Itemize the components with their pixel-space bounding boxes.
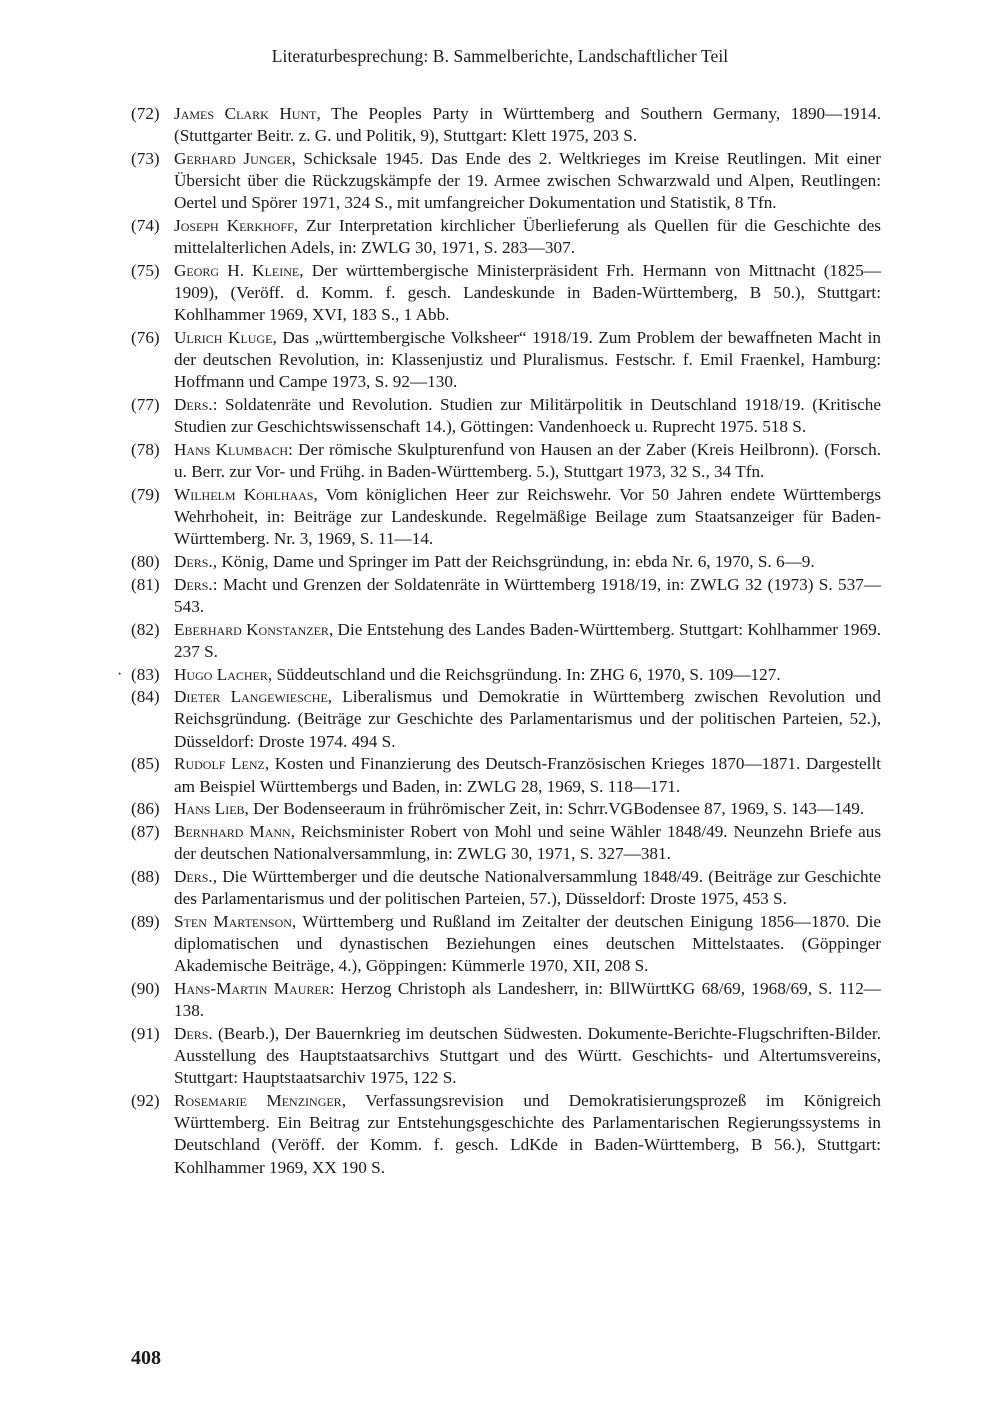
entry-author: Hugo Lacher xyxy=(174,664,268,684)
entry-text xyxy=(174,439,881,483)
entry-number: (89) xyxy=(131,911,160,931)
entry-number: (88) xyxy=(131,866,160,886)
bibliography-entry xyxy=(131,260,881,327)
entry-number: (77) xyxy=(131,395,160,415)
entry-text xyxy=(174,574,881,618)
entry-text xyxy=(174,978,881,1022)
bibliography-entry xyxy=(131,484,881,551)
entry-citation: , Das „württembergische Volksheer“ 1918/19. Zum Problem der bewaffneten Macht in der deutschen Revolution, in: Klassenjustiz und Pluralismus. Festschr. f. Emil Fraenkel, Hamburg: Hoffmann und Campe 1973, S. 92—130. xyxy=(174,328,881,392)
entry-text xyxy=(174,260,881,327)
entry-text xyxy=(174,148,881,215)
entry-text xyxy=(174,866,881,910)
entry-author: James Clark Hunt xyxy=(174,104,317,123)
entry-number: (84) xyxy=(131,687,160,707)
entry-author: Gerhard Junger xyxy=(174,148,292,168)
entry-author: Georg H. Kleine xyxy=(174,260,300,280)
entry-number: (83) xyxy=(131,664,160,684)
entry-author: Hans Lieb xyxy=(174,799,245,819)
bibliography-entry xyxy=(131,978,881,1022)
bibliography-entry xyxy=(131,1023,881,1090)
entry-text xyxy=(174,911,881,978)
entry-text xyxy=(174,484,881,551)
bibliography-entry xyxy=(131,821,881,865)
margin-mark: · xyxy=(117,665,123,683)
entry-text xyxy=(174,821,881,865)
bibliography-entry xyxy=(131,574,881,618)
bibliography-entry xyxy=(131,686,881,753)
entry-citation: : Soldatenräte und Revolution. Studien zur Militärpolitik in Deutschland 1918/19. (Kritische Studien zur Geschichtswissenschaft 14.), Göttingen: Vandenhoeck u. Ruprecht 1975. 518 S. xyxy=(174,395,881,437)
entry-number: (79) xyxy=(131,484,160,504)
entry-author: Bernhard Mann xyxy=(174,822,291,841)
entry-author: Ders. xyxy=(174,395,213,415)
entry-citation: , Vom königlichen Heer zur Reichswehr. Vor 50 Jahren endete Württembergs Wehrhoheit, in: Beiträge zur Landeskunde. Regelmäßige Beilage zum Staatsanzeiger für Baden-Württemberg. Nr. 3, 1969, S. 11—14. xyxy=(174,484,882,549)
bibliography-entry xyxy=(131,619,881,663)
bibliography-entry xyxy=(131,911,881,978)
bibliography-entry xyxy=(131,798,881,820)
entry-number: (87) xyxy=(131,822,160,841)
bibliography-entry xyxy=(131,327,881,394)
entry-author: Rosemarie Menzinger xyxy=(174,1090,342,1110)
entry-citation: , König, Dame und Springer im Patt der Reichsgründung, in: ebda Nr. 6, 1970, S. 6—9. xyxy=(212,552,815,572)
entry-number: (72) xyxy=(131,104,160,123)
entry-citation: , Die Württemberger und die deutsche Nationalversammlung 1848/49. (Beiträge zur Geschichte des Parlamentarismus und der politischen Parteien, 57.), Düsseldorf: Droste 1975, 453 S. xyxy=(174,866,881,909)
entry-author: Hans-Martin Maurer xyxy=(174,978,330,998)
entry-number: (90) xyxy=(131,978,160,998)
bibliography-entry xyxy=(131,551,881,573)
entry-author: Ulrich Kluge xyxy=(174,328,273,348)
entry-number: (78) xyxy=(131,440,160,460)
entry-number: (82) xyxy=(131,619,160,639)
bibliography-entry xyxy=(131,866,881,910)
entry-author: Eberhard Konstanzer xyxy=(174,619,329,639)
entry-number: (76) xyxy=(131,328,160,348)
entry-author: Rudolf Lenz xyxy=(174,754,265,774)
entry-author: Ders. xyxy=(174,552,213,572)
entry-text xyxy=(174,1023,881,1090)
entry-citation: , Der Bodenseeraum in frührömischer Zeit, in: Schrr.VGBodensee 87, 1969, S. 143—149. xyxy=(244,799,865,819)
entry-author: Ders. xyxy=(174,1023,213,1043)
entry-number: (92) xyxy=(131,1090,160,1110)
entry-citation: : Der römische Skulpturenfund von Hausen an der Zaber (Kreis Heilbronn). (Forsch. u. Berr. zur Vor- und Frühg. in Baden-Württemberg. 5.), Stuttgart 1973, 32 S., 34 Tfn. xyxy=(174,440,881,482)
entry-text xyxy=(174,798,881,820)
entry-citation: , Schicksale 1945. Das Ende des 2. Weltkrieges im Kreise Reutlingen. Mit einer Übersicht über die Rückzugskämpfe der 19. Armee zwischen Schwarzwald und Alpen, Reutlingen: Oertel und Spörer 1971, 324 S., mit umfangreicher Dokumentation und Statistik, 8 Tfn. xyxy=(174,148,881,213)
entry-text xyxy=(174,551,881,573)
entry-citation: , Kosten und Finanzierung des Deutsch-Französischen Krieges 1870—1871. Dargestellt am Beispiel Württembergs und Baden, in: ZWLG 28, 1969, S. 118—171. xyxy=(174,754,881,796)
entry-citation: (Bearb.), Der Bauernkrieg im deutschen Südwesten. Dokumente-Berichte-Flugschriften-Bilder. Ausstellung des Hauptstaatsarchivs Stuttgart und des Württ. Geschichts- und Altertumsvereins, Stuttgart: Hauptstaatsarchiv 1975, 122 S. xyxy=(174,1023,881,1088)
page-number: 408 xyxy=(131,1347,161,1369)
entry-citation: : Herzog Christoph als Landesherr, in: BllWürttKG 68/69, 1968/69, S. 112—138. xyxy=(174,978,881,1021)
entry-text xyxy=(174,753,881,797)
bibliography-entry xyxy=(131,1090,881,1179)
entry-citation: , Liberalismus und Demokratie in Württemberg zwischen Revolution und Reichsgründung. (Beiträge zur Geschichte des Parlamentarismus und der politischen Parteien, 52.), Düsseldorf: Droste 1974. 494 S. xyxy=(174,687,881,751)
entry-text xyxy=(174,327,881,394)
bibliography-entry xyxy=(131,103,881,147)
bibliography-entry xyxy=(131,439,881,483)
entry-number: (81) xyxy=(131,574,160,594)
entry-author: Hans Klumbach xyxy=(174,440,289,460)
bibliography-list xyxy=(117,103,882,1179)
entry-number: (74) xyxy=(131,216,160,236)
entry-number: (91) xyxy=(131,1023,160,1043)
entry-number: (75) xyxy=(131,260,160,280)
entry-author: Ders. xyxy=(174,866,213,886)
entry-citation: , Verfassungsrevision und Demokratisierungsprozeß im Königreich Württemberg. Ein Beitrag zur Entstehungsgeschichte des Parlamentarischen Regierungssystems in Deutschland (Veröff. der Komm. f. gesch. LdKde in Baden-Württemberg, B 56.), Stuttgart: Kohlhammer 1969, XX 190 S. xyxy=(174,1090,881,1177)
entry-text xyxy=(174,394,881,438)
entry-text xyxy=(174,686,881,753)
entry-citation: , Die Entstehung des Landes Baden-Württemberg. Stuttgart: Kohlhammer 1969. 237 S. xyxy=(174,619,881,661)
entry-citation: , Süddeutschland und die Reichsgründung. In: ZHG 6, 1970, S. 109—127. xyxy=(267,664,781,684)
entry-text xyxy=(174,215,881,259)
entry-number: (86) xyxy=(131,799,160,819)
entry-author: Dieter Langewiesche xyxy=(174,687,328,707)
entry-author: Joseph Kerkhoff xyxy=(174,216,294,236)
bibliography-entry xyxy=(131,215,881,259)
bibliography-entry xyxy=(131,148,881,215)
bibliography-entry xyxy=(131,394,881,438)
entry-citation: : Macht und Grenzen der Soldatenräte in Württemberg 1918/19, in: ZWLG 32 (1973) S. 537—543. xyxy=(174,574,881,616)
entry-citation: , The Peoples Party in Württemberg and Southern Germany, 1890—1914. (Stuttgarter Beitr. z. G. und Politik, 9), Stuttgart: Klett 1975, 203 S. xyxy=(174,104,881,146)
entry-text xyxy=(174,664,881,686)
entry-text xyxy=(174,103,881,147)
entry-author: Ders. xyxy=(174,574,213,594)
entry-number: (85) xyxy=(131,754,160,774)
entry-citation: , Zur Interpretation kirchlicher Überlieferung als Quellen für die Geschichte des mittelalterlichen Adels, in: ZWLG 30, 1971, S. 283—307. xyxy=(174,216,881,258)
entry-citation: , Württemberg und Rußland im Zeitalter der deutschen Einigung 1856—1870. Die diplomatischen und dynastischen Beziehungen eines deutschen Mittelstaates. (Göppinger Akademische Beiträge, 4.), Göppingen: Kümmerle 1970, XII, 208 S. xyxy=(174,911,882,976)
bibliography-entry xyxy=(117,664,881,686)
entry-author: Sten Martenson xyxy=(174,911,292,931)
entry-citation: , Reichsminister Robert von Mohl und seine Wähler 1848/49. Neunzehn Briefe aus der deutschen Nationalversammlung, in: ZWLG 30, 1971, S. 327—381. xyxy=(174,822,882,864)
entry-number: (73) xyxy=(131,148,160,168)
entry-text xyxy=(174,619,881,663)
entry-citation: , Der württembergische Ministerpräsident Frh. Hermann von Mittnacht (1825—1909), (Veröff. d. Komm. f. gesch. Landeskunde in Baden-Württemberg, B 50.), Stuttgart: Kohlhammer 1969, XVI, 183 S., 1 Abb. xyxy=(174,260,881,325)
entry-author: Wilhelm Kohlhaas xyxy=(174,484,314,504)
entry-text xyxy=(174,1090,881,1179)
bibliography-entry xyxy=(131,753,881,797)
running-header: Literaturbesprechung: B. Sammelberichte, Landschaftlicher Teil xyxy=(271,46,729,66)
entry-number: (80) xyxy=(131,552,160,572)
